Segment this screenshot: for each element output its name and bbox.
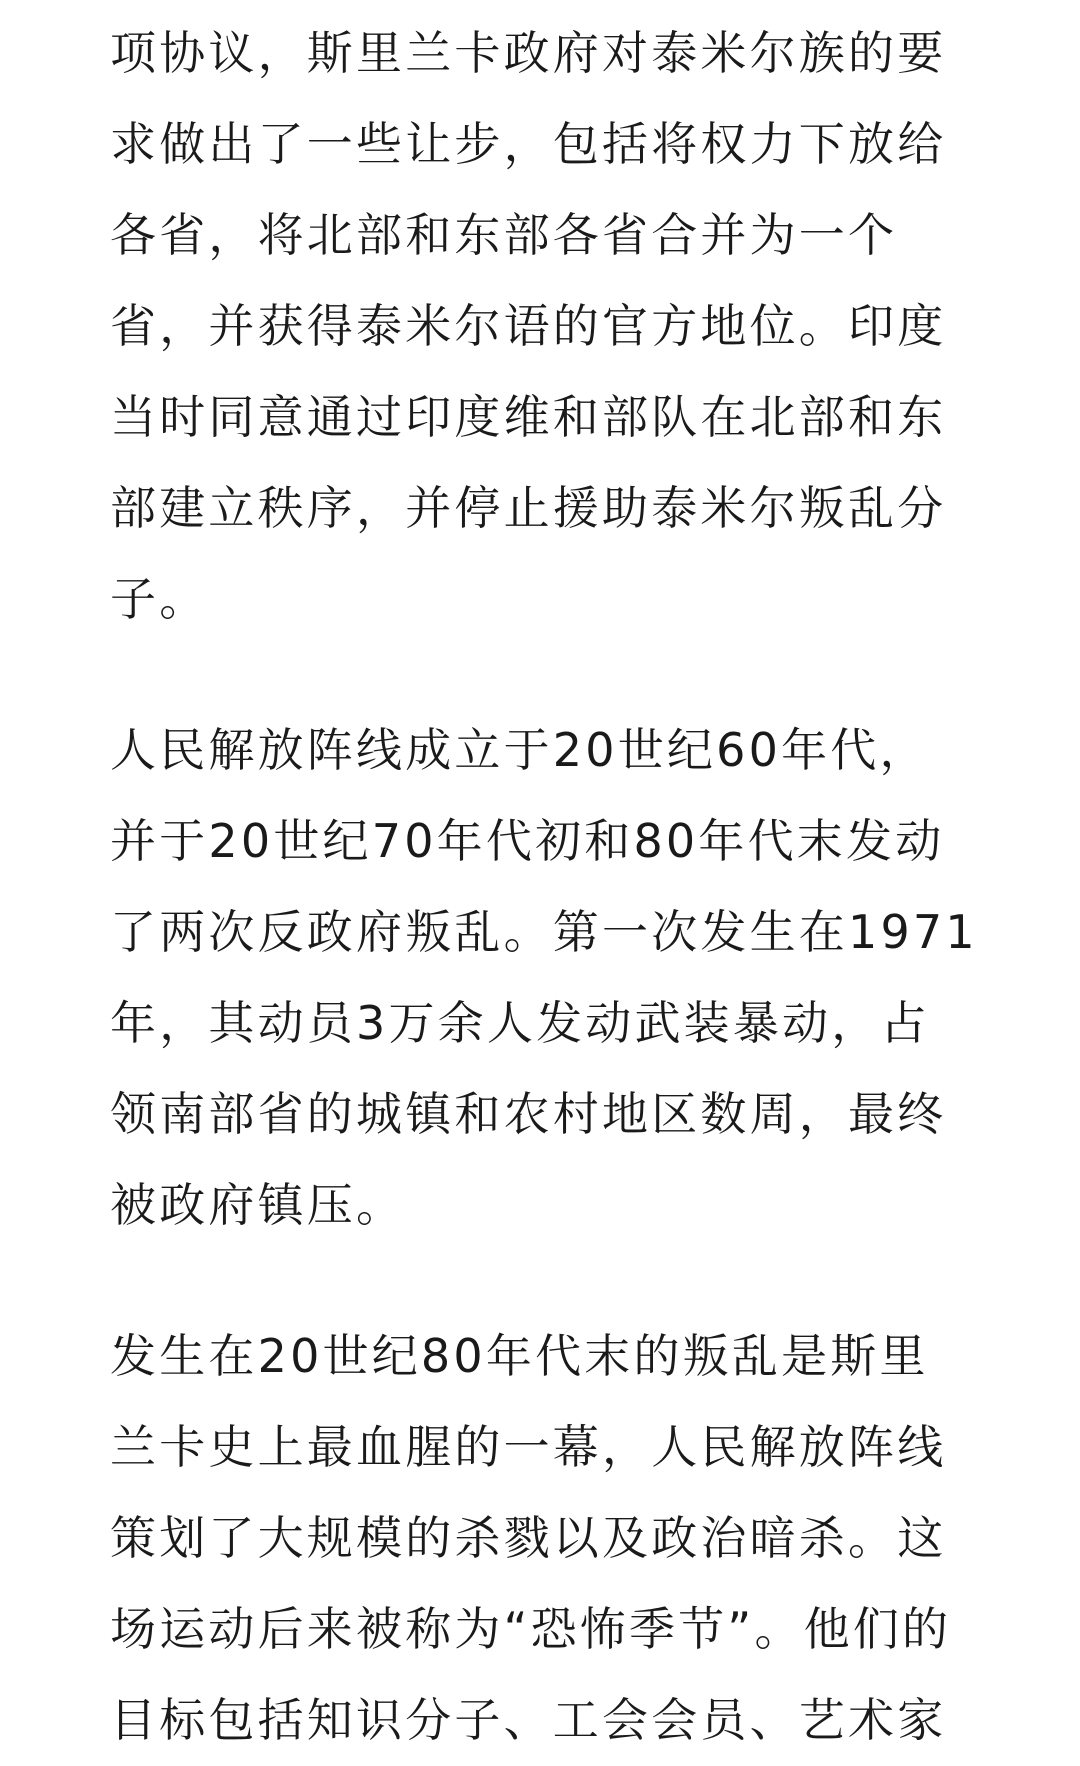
text-line: 当时同意通过印度维和部队在北部和东 bbox=[110, 390, 947, 444]
text-line: 年，其动员3万余人发动武装暴动，占 bbox=[110, 996, 930, 1050]
text-line: 各省，将北部和东部各省合并为一个 bbox=[110, 208, 898, 262]
text-line: 目标包括知识分子、工会会员、艺术家 bbox=[110, 1693, 947, 1747]
text-line: 求做出了一些让步，包括将权力下放给 bbox=[110, 117, 947, 171]
paragraph-spacer bbox=[110, 645, 970, 705]
text-line: 被政府镇压。 bbox=[110, 1178, 406, 1232]
text-line: 并于20世纪70年代初和80年代末发动 bbox=[110, 814, 945, 868]
text-line: 子。 bbox=[110, 572, 209, 626]
text-line: 兰卡史上最血腥的一幕，人民解放阵线 bbox=[110, 1420, 947, 1474]
text-line: 领南部省的城镇和农村地区数周，最终 bbox=[110, 1087, 947, 1141]
text-line: 场运动后来被称为“恐怖季节”。他们的 bbox=[110, 1602, 952, 1656]
article-body bbox=[110, 0, 978, 1766]
text-line: 发生在20世纪80年代末的叛乱是斯里 bbox=[110, 1329, 929, 1383]
paragraph-2 bbox=[110, 705, 978, 1251]
text-line: 省，并获得泰米尔语的官方地位。印度 bbox=[110, 299, 947, 353]
text-line: 项协议，斯里兰卡政府对泰米尔族的要 bbox=[110, 26, 947, 80]
paragraph-3 bbox=[110, 1311, 970, 1766]
text-line: 部建立秩序，并停止援助泰米尔叛乱分 bbox=[110, 481, 947, 535]
paragraph-1 bbox=[110, 8, 970, 645]
text-line: 了两次反政府叛乱。第一次发生在1971 bbox=[110, 905, 978, 959]
text-line: 策划了大规模的杀戮以及政治暗杀。这 bbox=[110, 1511, 947, 1565]
text-line: 人民解放阵线成立于20世纪60年代， bbox=[110, 723, 929, 777]
paragraph-spacer bbox=[110, 1251, 970, 1311]
